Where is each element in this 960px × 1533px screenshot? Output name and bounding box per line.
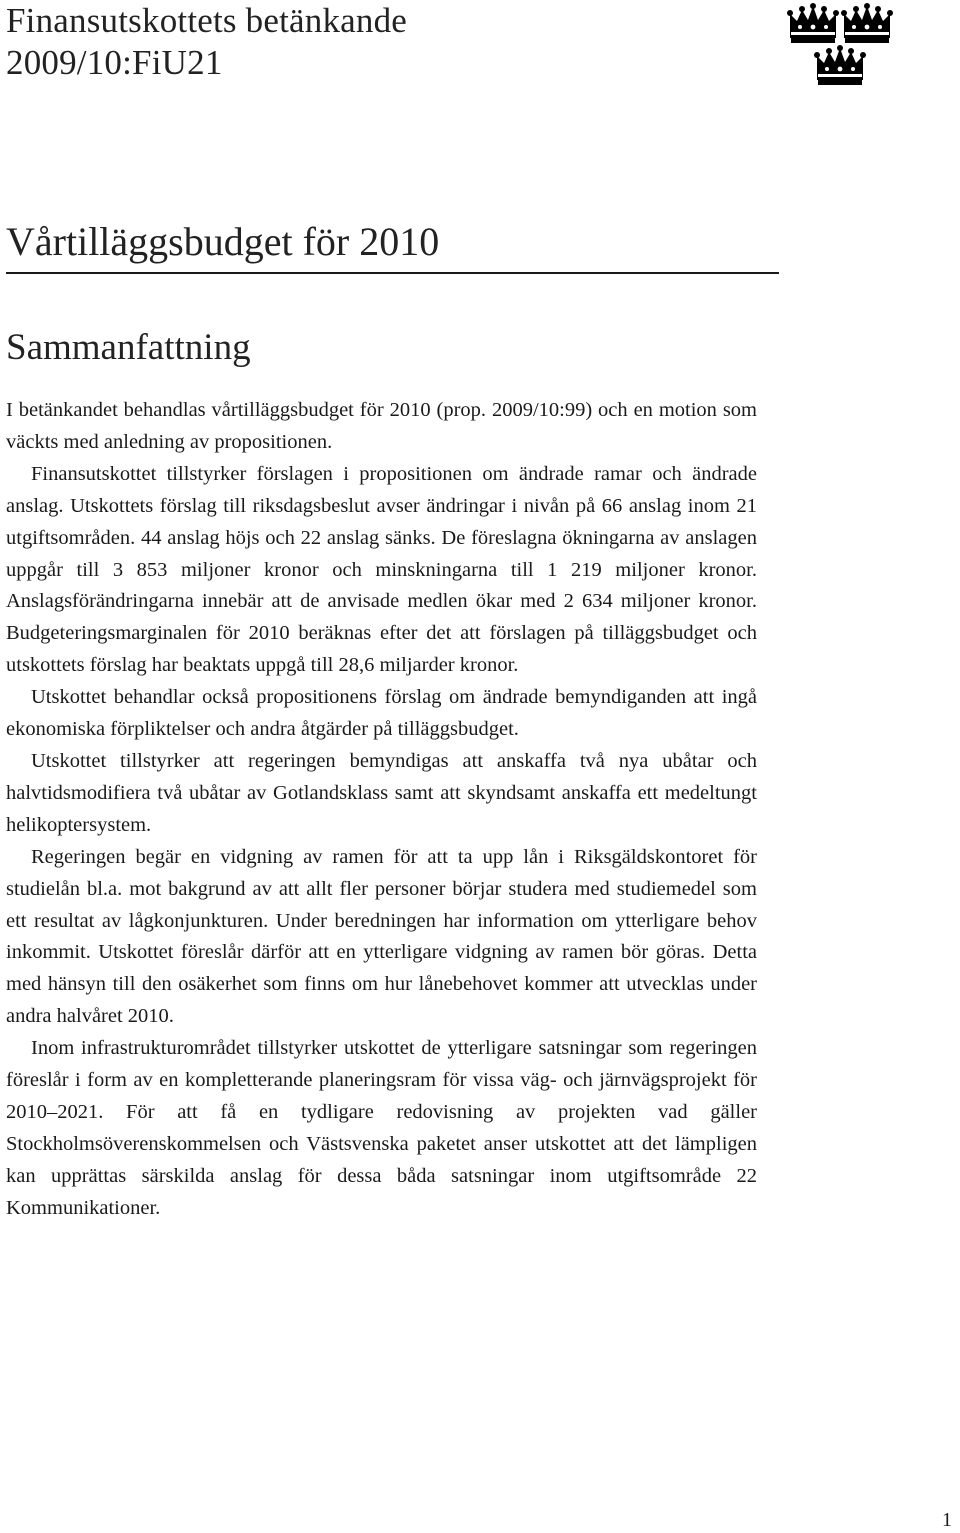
paragraph: Regeringen begär en vidgning av ramen för att ta upp lån i Riksgäldskontoret för studielån bl.a. mot bakgrund av att allt fler personer börjar studera med studiemedel som ett resultat av lågkonjunkturen. Under beredningen har information om ytterligare behov inkommit. Utskottet föreslår därför att en ytterligare vidgning av ramen bör göras. Detta med hänsyn till den osäkerhet som finns om hur lånebehovet kommer att utvecklas under andra halvåret 2010.: [6, 845, 757, 1028]
paragraph: Utskottet behandlar också propositionens förslag om ändrade bemyndiganden att ingå ekonomiska förpliktelser och andra åtgärder på tilläggsbudget.: [6, 686, 757, 741]
paragraph: I betänkandet behandlas vårtilläggsbudget för 2010 (prop. 2009/10:99) och en motion som väckts med anledning av propositionen.: [6, 399, 757, 453]
report-number: 2009/10:FiU21: [6, 43, 223, 82]
report-header: [6, 0, 407, 84]
page-number: 1: [942, 1509, 952, 1531]
paragraph: Finansutskottet tillstyrker förslagen i propositionen om ändrade ramar och ändrade anslag. Utskottets förslag till riksdagsbeslut avser ändringar i nivån på 66 anslag inom 21 utgiftsområden. 44 anslag höjs och 22 anslag sänks. De föreslagna ökningarna av anslagen uppgår till 3 853 miljoner kronor och minskningarna till 1 219 miljoner kronor. Anslagsförändringarna innebär att de anvisade medlen ökar med 2 634 miljoner kronor. Budgeteringsmarginalen för 2010 beräknas efter det att förslagen på tilläggsbudget och utskottets förslag har beaktats uppgå till 28,6 miljarder kronor.: [6, 462, 757, 677]
committee-line: Finansutskottets betänkande: [6, 1, 408, 40]
page-title: Vårtilläggsbudget för 2010: [6, 219, 440, 264]
paragraph: Inom infrastrukturområdet tillstyrker utskottet de ytterligare satsningar som regeringen föreslår i form av en kompletterande planeringsram för vissa väg- och järnvägsprojekt för 2010–2021. För att få en tydligare redovisning av projekten vad gäller Stockholmsöverenskommelsen och Västsvenska paketet anser utskottet att det lämpligen kan upprättas särskilda anslag för dessa båda satsningar inom utgiftsområde 22 Kommunikationer.: [6, 1037, 757, 1219]
summary-body: [6, 395, 757, 1225]
three-crowns-icon: [786, 2, 894, 86]
title-divider: [6, 272, 779, 274]
paragraph: Utskottet tillstyrker att regeringen bemyndigas att anskaffa två nya ubåtar och halvtidsmodifiera två ubåtar av Gotlandsklass samt att skyndsamt anskaffa ett medeltungt helikoptersystem.: [6, 749, 757, 836]
section-heading: Sammanfattning: [6, 327, 251, 368]
